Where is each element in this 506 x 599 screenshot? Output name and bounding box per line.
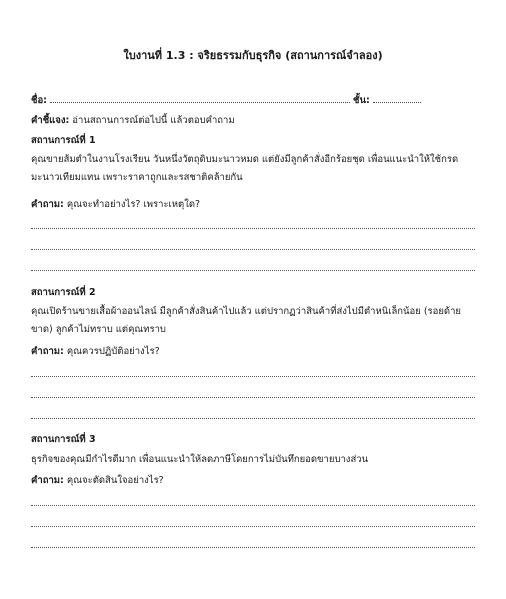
answer-line[interactable] (31, 505, 475, 506)
scenario-3-question-row (31, 474, 476, 488)
scenario-3-question: คุณจะตัดสินใจอย่างไร? (66, 475, 164, 486)
question-label: คำถาม: (31, 346, 64, 357)
scenario-2-question-row (31, 345, 476, 359)
name-class-row (31, 92, 476, 108)
worksheet-title: ใบงานที่ 1.3 : จริยธรรมกับธุรกิจ (สถานการณ์จำลอง) (123, 49, 383, 62)
answer-line[interactable] (31, 547, 475, 548)
class-blank[interactable] (373, 92, 421, 103)
name-blank[interactable] (50, 92, 350, 103)
scenario-3-heading: สถานการณ์ที่ 3 (31, 434, 96, 445)
answer-line[interactable] (31, 270, 475, 271)
answer-line[interactable] (31, 397, 475, 398)
answer-line[interactable] (31, 418, 475, 419)
scenario-2-question: คุณควรปฏิบัติอย่างไร? (66, 346, 160, 357)
answer-line[interactable] (31, 526, 475, 527)
question-label: คำถาม: (31, 199, 64, 210)
scenario-2-heading: สถานการณ์ที่ 2 (31, 287, 96, 298)
scenario-1-heading: สถานการณ์ที่ 1 (31, 135, 96, 146)
instruction-label: คำชี้แจง: (31, 115, 70, 126)
scenario-2-text: คุณเปิดร้านขายเสื้อผ้าออนไลน์ มีลูกค้าสั่งสินค้าไปแล้ว แต่ปรากฏว่าสินค้าที่ส่งไปมีตำหนิเล็กน้อย (รอยด้ายขาด) ลูกค้าไม่ทราบ แต่คุณทราบ (31, 306, 461, 335)
scenario-3-text: ธุรกิจของคุณมีกำไรดีมาก เพื่อนแนะนำให้ลดภาษีโดยการไม่บันทึกยอดขายบางส่วน (31, 454, 369, 465)
class-label: ชั้น: (353, 95, 370, 106)
answer-line[interactable] (31, 228, 475, 229)
name-label: ชื่อ: (31, 95, 47, 106)
scenario-1-question-row (31, 198, 476, 212)
answer-line[interactable] (31, 249, 475, 250)
instruction-row (31, 114, 476, 128)
answer-line[interactable] (31, 376, 475, 377)
question-label: คำถาม: (31, 475, 64, 486)
scenario-1-question: คุณจะทำอย่างไร? เพราะเหตุใด? (66, 199, 201, 210)
instruction-text: อ่านสถานการณ์ต่อไปนี้ แล้วตอบคำถาม (72, 115, 235, 126)
scenario-1-text: คุณขายส้มตำในงานโรงเรียน วันหนึ่งวัตถุดิบมะนาวหมด แต่ยังมีลูกค้าสั่งอีกร้อยชุด เพื่อนแนะนำให้ใช้กรดมะนาวเทียมแทน เพราะราคาถูกและรสชาติคล้ายกัน (31, 154, 459, 183)
